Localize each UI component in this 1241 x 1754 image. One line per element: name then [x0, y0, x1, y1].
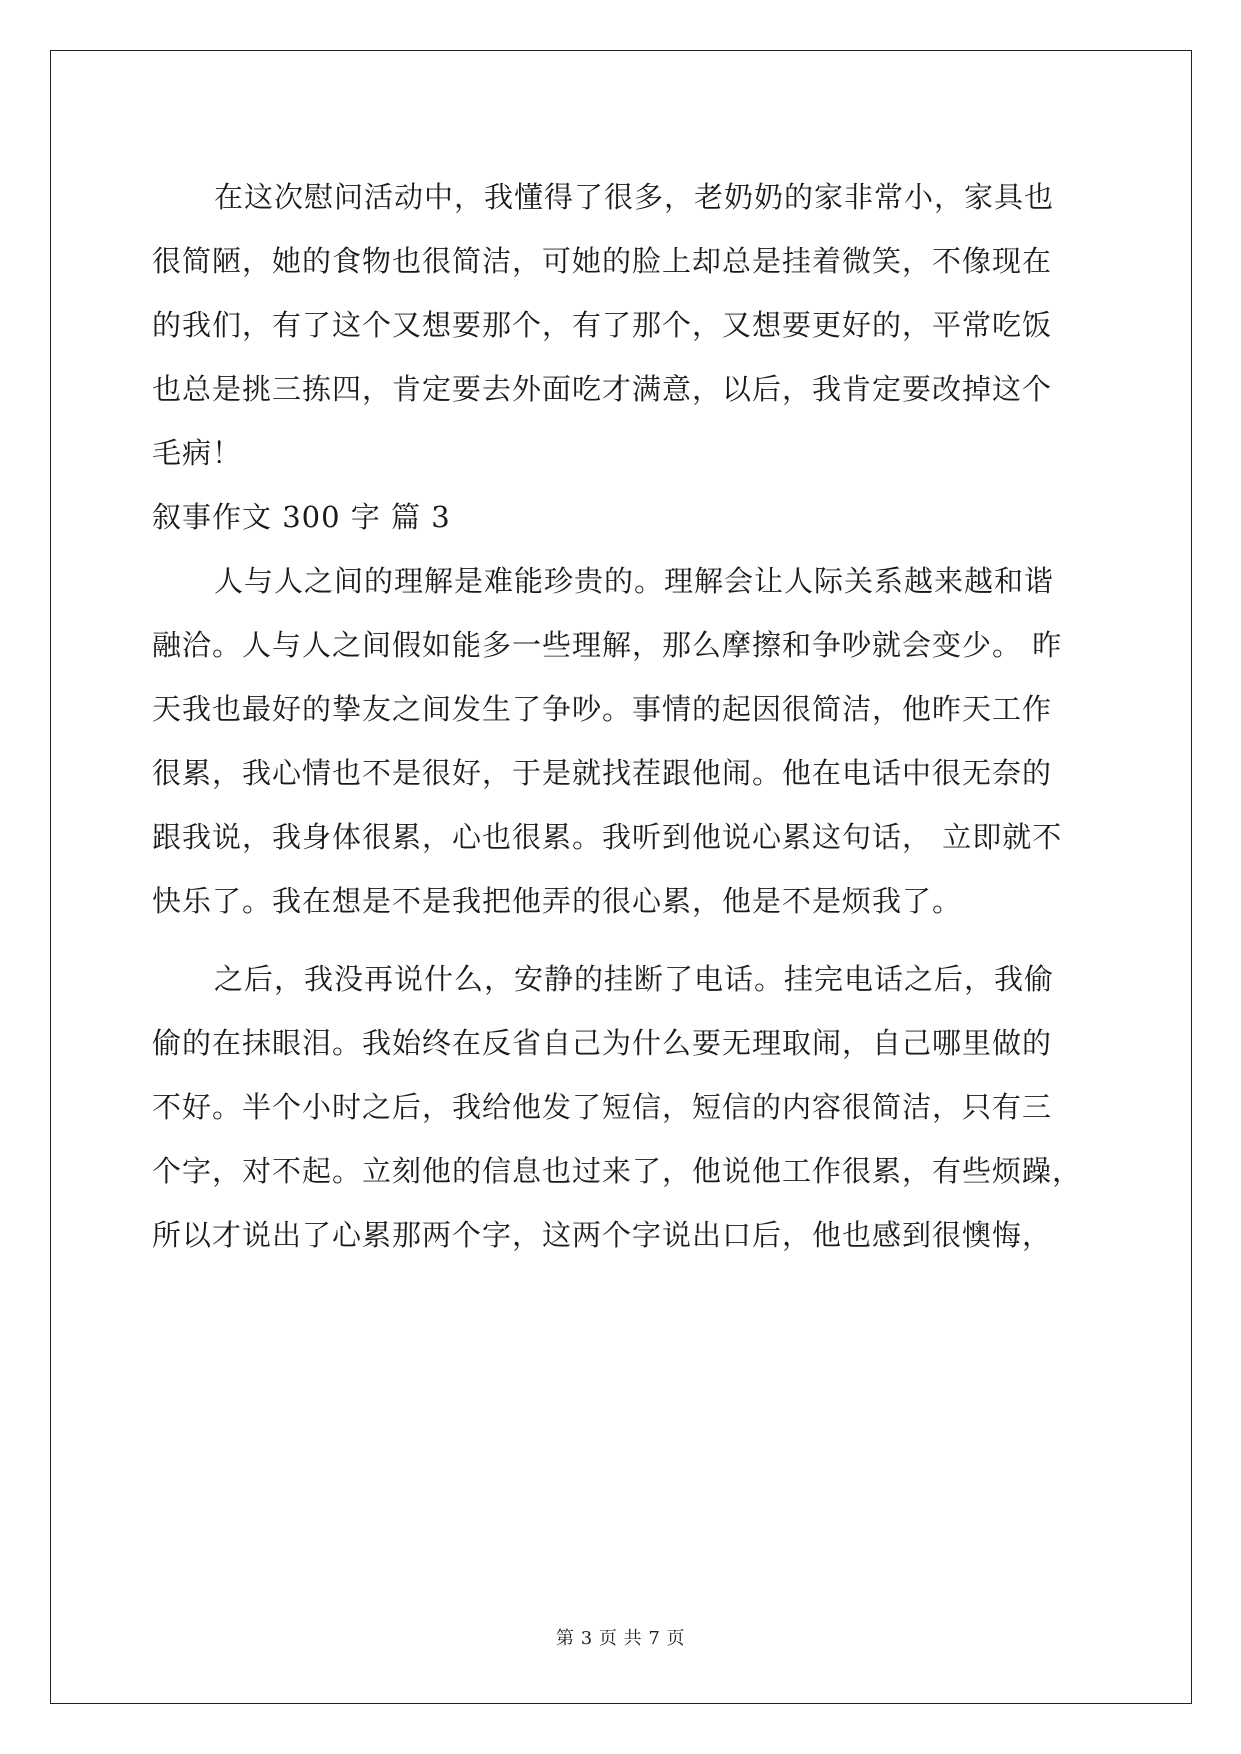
- paragraph-1: [152, 165, 1092, 485]
- text-line: 不好。半个小时之后，我给他发了短信，短信的内容很简洁，只有三: [152, 1090, 1053, 1124]
- text-line: 也总是挑三拣四，肯定要去外面吃才满意，以后，我肯定要改掉这个: [152, 372, 1053, 406]
- document-body: [152, 165, 1092, 1267]
- page-number-footer: 第 3 页 共 7 页: [555, 1628, 685, 1649]
- text-line: 天我也最好的挚友之间发生了争吵。事情的起因很简洁，他昨天工作: [152, 692, 1053, 726]
- text-line: 的我们，有了这个又想要那个，有了那个，又想要更好的，平常吃饭: [152, 308, 1053, 342]
- text-line: 快乐了。我在想是不是我把他弄的很心累，他是不是烦我了。: [152, 884, 963, 918]
- text-line: 所以才说出了心累那两个字，这两个字说出口后，他也感到很懊悔，: [152, 1218, 1053, 1252]
- section-heading: 叙事作文 300 字 篇 3: [152, 500, 451, 534]
- text-line: 人与人之间的理解是难能珍贵的。理解会让人际关系越来越和谐: [214, 564, 1055, 598]
- text-line: 之后，我没再说什么，安静的挂断了电话。挂完电话之后，我偷: [214, 962, 1055, 996]
- text-line: 很累，我心情也不是很好，于是就找茬跟他闹。他在电话中很无奈的: [152, 756, 1053, 790]
- paragraph-2: [152, 549, 1092, 933]
- paragraph-3: [152, 947, 1092, 1267]
- text-line: 融洽。人与人之间假如能多一些理解，那么摩擦和争吵就会变少。 昨: [152, 628, 1063, 662]
- text-line: 在这次慰问活动中，我懂得了很多，老奶奶的家非常小，家具也: [214, 180, 1055, 214]
- text-line: 偷的在抹眼泪。我始终在反省自己为什么要无理取闹，自己哪里做的: [152, 1026, 1053, 1060]
- text-line: 个字，对不起。立刻他的信息也过来了，他说他工作很累，有些烦躁，: [152, 1154, 1083, 1188]
- text-line: 很简陋，她的食物也很简洁，可她的脸上却总是挂着微笑，不像现在: [152, 244, 1053, 278]
- text-line: 跟我说，我身体很累，心也很累。我听到他说心累这句话， 立即就不: [152, 820, 1063, 854]
- text-line: 毛病！: [152, 436, 243, 470]
